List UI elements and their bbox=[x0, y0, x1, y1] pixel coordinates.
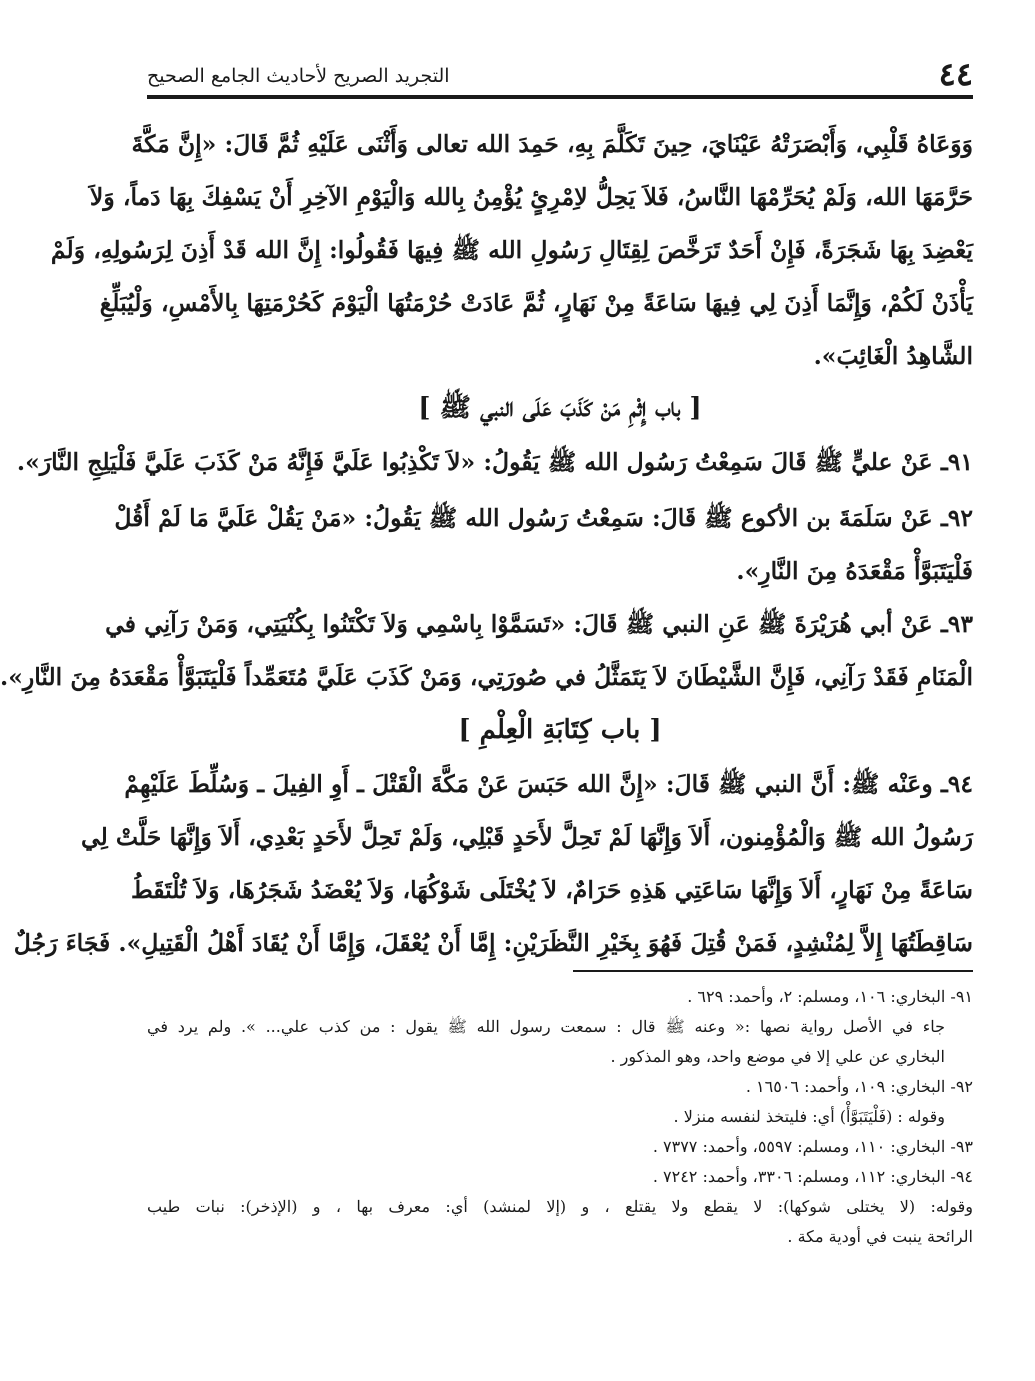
hadith-92 bbox=[114, 492, 973, 598]
page-number: ٤٤ bbox=[938, 55, 973, 93]
text-line: ٩٤ـ وعَنْه ﷺ: أَنَّ النبي ﷺ قَالَ: «إِنَّ الله حَبَسَ عَنْ مَكَّةَ الْقَتْلَ ـ أَوِ الفِيلَ ـ وَسُلِّطَ عَلَيْهِمْ bbox=[124, 770, 973, 798]
hadith-94 bbox=[13, 758, 973, 970]
text-line: الْمَنَامِ فَقَدْ رَآنِي، فَإِنَّ الشَّيْطَانَ لاَ يَتَمَثَّلُ في صُورَتِي، وَمَنْ كَذَبَ عَلَيَّ مُتَعَمِّداً فَلْيَتَبَوَّأْ مَقْعَدَهُ مِنَ النَّارِ». bbox=[0, 663, 973, 691]
footnote-divider bbox=[573, 970, 973, 972]
text-line: يَعْضِدَ بِهَا شَجَرَةً، فَإِنْ أَحَدٌ تَرَخَّصَ لِقِتَالِ رَسُولِ الله ﷺ فِيهَا فَقُولُوا: إِنَّ الله قَدْ أَذِنَ لِرَسُولِهِ، وَلَمْ bbox=[50, 236, 973, 264]
hadith-91 bbox=[16, 436, 973, 489]
footnote-92: ٩٢- البخاري: ١٠٩، وأحمد: ١٦٥٠٦ . bbox=[745, 1077, 973, 1096]
text-line: حَرَّمَهَا الله، وَلَمْ يُحَرِّمْهَا النَّاسُ، فَلاَ يَحِلُّ لاِمْرِئٍ يُؤْمِنُ بِالله وَالْيَوْمِ الآخِرِ أَنْ يَسْفِكَ بِهَا دَماً، وَلاَ bbox=[89, 183, 973, 211]
footnote-91: ٩١- البخاري: ١٠٦، ومسلم: ٢، وأحمد: ٦٢٩ . bbox=[687, 987, 973, 1006]
footnotes bbox=[147, 982, 973, 1252]
text-line: ٩٢ـ عَنْ سَلَمَةَ بن الأكوع ﷺ قَالَ: سَمِعْتُ رَسُول الله ﷺ يَقُولُ: «مَنْ يَقُلْ عَلَيَّ مَا لَمْ أَقُلْ bbox=[114, 504, 973, 532]
text-line: وَوَعَاهُ قَلْبِي، وَأَبْصَرَتْهُ عَيْنَايَ، حِينَ تَكَلَّمَ بِهِ، حَمِدَ الله تعالى وَأَثْنَى عَلَيْهِ ثُمَّ قَالَ: «إِنَّ مَكَّةَ bbox=[131, 130, 973, 158]
header-divider bbox=[147, 95, 973, 99]
running-title: التجريد الصريح لأحاديث الجامع الصحيح bbox=[147, 65, 450, 87]
footnote-note: البخاري عن علي إلا في موضع واحد، وهو المذكور . bbox=[610, 1047, 945, 1066]
opening-paragraph bbox=[50, 118, 973, 383]
text-line: سَاقِطَتُهَا إِلاَّ لِمُنْشِدٍ، فَمَنْ قُتِلَ فَهُوَ بِخَيْرِ النَّظَرَيْنِ: إِمَّا أَنْ يُعْقَلَ، وَإِمَّا أَنْ يُقَادَ أَهْلُ الْقَتِيلِ». فَجَاءَ رَجُلٌ bbox=[13, 929, 973, 957]
page-header bbox=[147, 48, 973, 94]
footnote-note: الرائحة ينبت في أودية مكة . bbox=[787, 1227, 973, 1246]
text-line: ٩١ـ عَنْ عليٍّ ﷺ قَالَ سَمِعْتُ رَسُول الله ﷺ يَقُولُ: «لاَ تَكْذِبُوا عَلَيَّ فَإِنَّهُ مَنْ كَذَبَ عَلَيَّ فَلْيَلِجِ النَّارَ». bbox=[16, 448, 973, 476]
chapter-heading: [ باب إِثْمِ مَنْ كَذَبَ عَلَى النبي ﷺ ] bbox=[418, 393, 702, 423]
text-line: ٩٣ـ عَنْ أبي هُرَيْرَةَ ﷺ عَنِ النبي ﷺ قَالَ: «تَسَمَّوْا بِاسْمِي وَلاَ تَكْتَنُوا بِكُنْيَتِي، وَمَنْ رَآنِي في bbox=[105, 610, 973, 638]
hadith-93 bbox=[0, 598, 973, 704]
text-line: فَلْيَتَبَوَّأْ مَقْعَدَهُ مِنَ النَّارِ». bbox=[736, 557, 973, 585]
footnote-93: ٩٣- البخاري: ١١٠، ومسلم: ٥٥٩٧، وأحمد: ٧٣٧٧ . bbox=[652, 1137, 973, 1156]
chapter-heading: [ باب كِتَابَةِ الْعِلْمِ ] bbox=[458, 715, 662, 745]
text-line: سَاعَةً مِنْ نَهَارٍ، أَلاَ وَإِنَّهَا سَاعَتِي هَذِهِ حَرَامٌ، لاَ يُخْتَلَى شَوْكُهَا، وَلاَ يُعْضَدُ شَجَرُهَا، وَلاَ تُلْتَقَطُ bbox=[130, 876, 973, 904]
footnote-note: وقوله : (فَلْيَتَبَوَّأْ) أي: فليتخذ لنفسه منزلا . bbox=[673, 1107, 945, 1126]
footnote-note: جاء في الأصل رواية نصها :« وعنه ﷺ قال : سمعت رسول الله ﷺ يقول : من كذب علي... ». ولم يرد في bbox=[147, 1017, 945, 1036]
footnote-note: وقوله: (لا يختلى شوكها): لا يقطع ولا يقتلع ، و (إلا لمنشد) أي: معرف بها ، و (الإذخر): نبات طيب bbox=[147, 1197, 973, 1216]
text-line: رَسُولُ الله ﷺ وَالْمُؤْمِنون، أَلاَ وَإِنَّهَا لَمْ تَحِلَّ لأَحَدٍ قَبْلِي، وَلَمْ تَحِلَّ لأَحَدٍ بَعْدِي، أَلاَ وَإِنَّهَا حَلَّتْ لِي bbox=[81, 823, 973, 851]
text-line: الشَّاهِدُ الْغَائِبَ». bbox=[813, 342, 973, 370]
text-line: يَأْذَنْ لَكُمْ، وَإِنَّمَا أَذِنَ لِي فِيهَا سَاعَةً مِنْ نَهَارٍ، ثُمَّ عَادَتْ حُرْمَتُهَا الْيَوْمَ كَحُرْمَتِهَا بِالأَمْسِ، وَلْيُبَلِّغِ bbox=[99, 289, 973, 317]
footnote-94: ٩٤- البخاري: ١١٢، ومسلم: ٣٣٠٦، وأحمد: ٧٢٤٢ . bbox=[652, 1167, 973, 1186]
